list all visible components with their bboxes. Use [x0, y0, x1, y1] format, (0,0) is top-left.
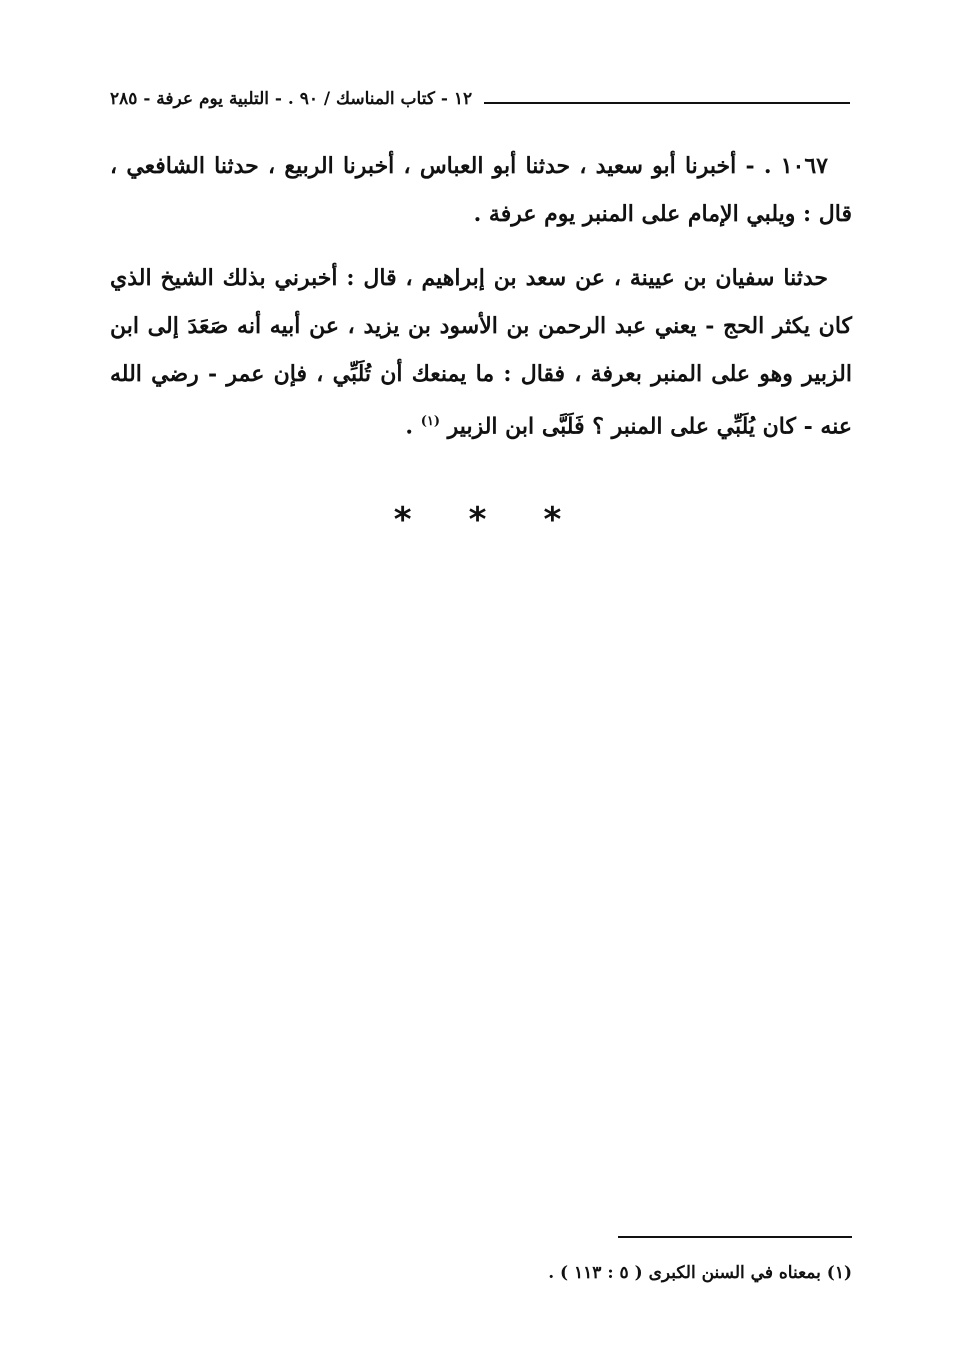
separator-star: * [393, 500, 412, 540]
separator-star: * [543, 500, 562, 540]
running-head [110, 84, 850, 114]
separator-star: * [468, 500, 487, 540]
footnote-text: (١) بمعناه في السنن الكبرى ( ٥ : ١١٣ ) . [548, 1263, 852, 1283]
main-text [110, 142, 852, 450]
running-head-rule [484, 102, 850, 104]
paragraph-hadith-chain [110, 254, 852, 450]
paragraph-text: ١٠٦٧ . - أخبرنا أبو سعيد ، حدثنا أبو العباس ، أخبرنا الربيع ، حدثنا الشافعي ، قال : ويلبي الإمام على المنبر يوم عرفة . [110, 153, 852, 227]
section-separator [0, 500, 955, 540]
paragraph-text: حدثنا سفيان بن عيينة ، عن سعد بن إبراهيم ، قال : أخبرني بذلك الشيخ الذي كان يكثر الحج - يعني عبد الرحمن بن الأسود بن يزيد ، عن أبيه أنه صَعَدَ إلى ابن الزبير وهو على المنبر بعرفة ، فقال : ما يمنعك أن تُلَبِّي ، فإن عمر - رضي الله عنه - كان يُلَبِّي على المنبر ؟ فَلَبَّى ابن الزبير [110, 265, 852, 440]
footnote-marker: (١) [420, 414, 440, 429]
footnote-rule [618, 1236, 852, 1238]
paragraph-hadith-1067 [110, 142, 852, 238]
paragraph-end: . [405, 413, 421, 440]
running-head-title: ١٢ - كتاب المناسك / ٩٠ . - التلبية يوم عرفة - ٢٨٥ [110, 89, 473, 109]
footnote [110, 1258, 852, 1288]
